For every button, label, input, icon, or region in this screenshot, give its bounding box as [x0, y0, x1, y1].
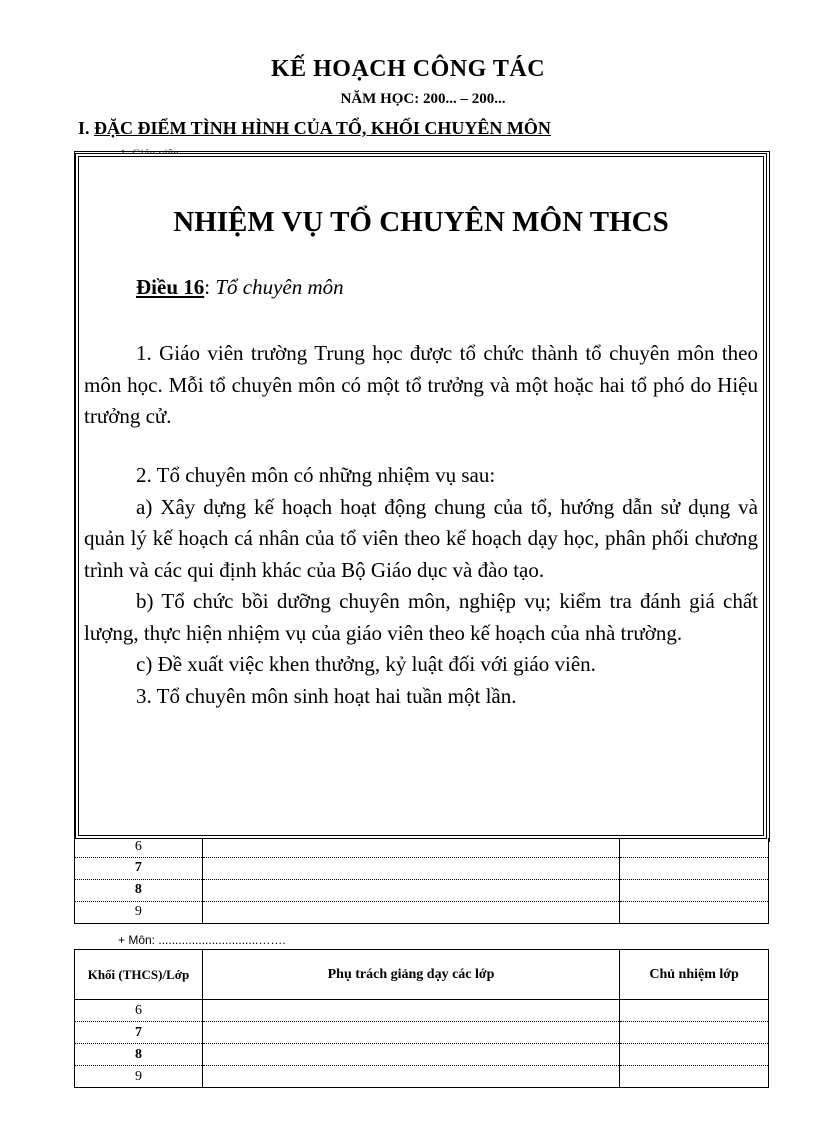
homeroom-cell[interactable] — [620, 838, 769, 857]
grade-cell: 9 — [75, 1066, 203, 1088]
homeroom-cell[interactable] — [620, 857, 769, 879]
homeroom-cell[interactable] — [620, 901, 769, 923]
grade-cell: 8 — [75, 879, 203, 901]
teaching-cell[interactable] — [202, 879, 619, 901]
background-table-edge-right — [766, 452, 767, 597]
paragraph-3: 3. Tổ chuyên môn sinh hoạt hai tuần một lần. — [136, 683, 517, 708]
section-number: I. — [78, 118, 90, 138]
grade-cell: 9 — [75, 901, 203, 923]
duties-text-box — [78, 156, 764, 836]
partial-line: 1. Giáo viên — [120, 148, 179, 156]
teaching-cell[interactable] — [202, 1066, 619, 1088]
class-table-1 — [74, 838, 769, 924]
teaching-cell[interactable] — [202, 1000, 619, 1022]
table-header-row — [75, 950, 769, 1000]
paragraph-2a: a) Xây dựng kế hoạch hoạt động chung của tổ, hướng dẫn sử dụng và quản lý kế hoạch cá nhân của tổ viên theo kế hoạch dạy học, phân phối chương trình và các qui định khác của Bộ Giáo dục và đào tạo. — [84, 494, 758, 582]
teaching-cell[interactable] — [202, 838, 619, 857]
col-homeroom-header: Chủ nhiệm lớp — [620, 950, 769, 1000]
overlay-title: NHIỆM VỤ TỔ CHUYÊN MÔN THCS — [173, 206, 669, 238]
table-row — [75, 1022, 769, 1044]
homeroom-cell[interactable] — [620, 1000, 769, 1022]
paragraph-2b: b) Tổ chức bồi dưỡng chuyên môn, nghiệp vụ; kiểm tra đánh giá chất lượng, thực hiện nhiệm vụ của giáo viên theo kế hoạch của nhà trường. — [84, 589, 758, 645]
school-year: NĂM HỌC: 200... – 200... — [340, 91, 506, 107]
grade-cell: 8 — [75, 1044, 203, 1066]
article-heading — [136, 275, 344, 300]
section-heading — [78, 118, 551, 139]
paragraph-2: 2. Tổ chuyên môn có những nhiệm vụ sau: — [136, 463, 496, 487]
col-teaching-header: Phụ trách giảng dạy các lớp — [202, 950, 619, 1000]
teaching-cell[interactable] — [202, 857, 619, 879]
page-title: KẾ HOẠCH CÔNG TÁC — [270, 56, 546, 82]
article-separator: : — [204, 275, 211, 299]
grade-cell: 6 — [75, 838, 203, 857]
homeroom-cell[interactable] — [620, 1066, 769, 1088]
article-body-2 — [84, 460, 758, 712]
class-table-2 — [74, 949, 769, 1088]
teaching-cell[interactable] — [202, 1022, 619, 1044]
table-row — [75, 1044, 769, 1066]
teaching-cell[interactable] — [202, 901, 619, 923]
paragraph-2c: c) Đề xuất việc khen thưởng, kỷ luật đối với giáo viên. — [136, 652, 596, 676]
table-row — [75, 838, 769, 857]
grade-cell: 6 — [75, 1000, 203, 1022]
article-label: Điều 16 — [136, 275, 205, 299]
grade-cell: 7 — [75, 1022, 203, 1044]
homeroom-cell[interactable] — [620, 1022, 769, 1044]
article-body — [84, 338, 758, 433]
table-row — [75, 1066, 769, 1088]
article-name: Tổ chuyên môn — [215, 275, 344, 299]
col-grade-header: Khối (THCS)/Lớp — [75, 950, 203, 1000]
homeroom-cell[interactable] — [620, 1044, 769, 1066]
table-row — [75, 1000, 769, 1022]
paragraph-1: 1. Giáo viên trường Trung học được tổ chức thành tổ chuyên môn theo môn học. Mỗi tổ chuyên môn có một tổ trưởng và một hoặc hai tổ phó do Hiệu trưởng cử. — [84, 341, 758, 428]
table-row — [75, 857, 769, 879]
teaching-cell[interactable] — [202, 1044, 619, 1066]
table-row — [75, 879, 769, 901]
section-title: ĐẶC ĐIỂM TÌNH HÌNH CỦA TỔ, KHỐI CHUYÊN MÔN — [94, 118, 551, 138]
homeroom-cell[interactable] — [620, 879, 769, 901]
grade-cell: 7 — [75, 857, 203, 879]
table-row — [75, 901, 769, 923]
subject-line: + Môn: ..............................……. — [118, 933, 286, 947]
